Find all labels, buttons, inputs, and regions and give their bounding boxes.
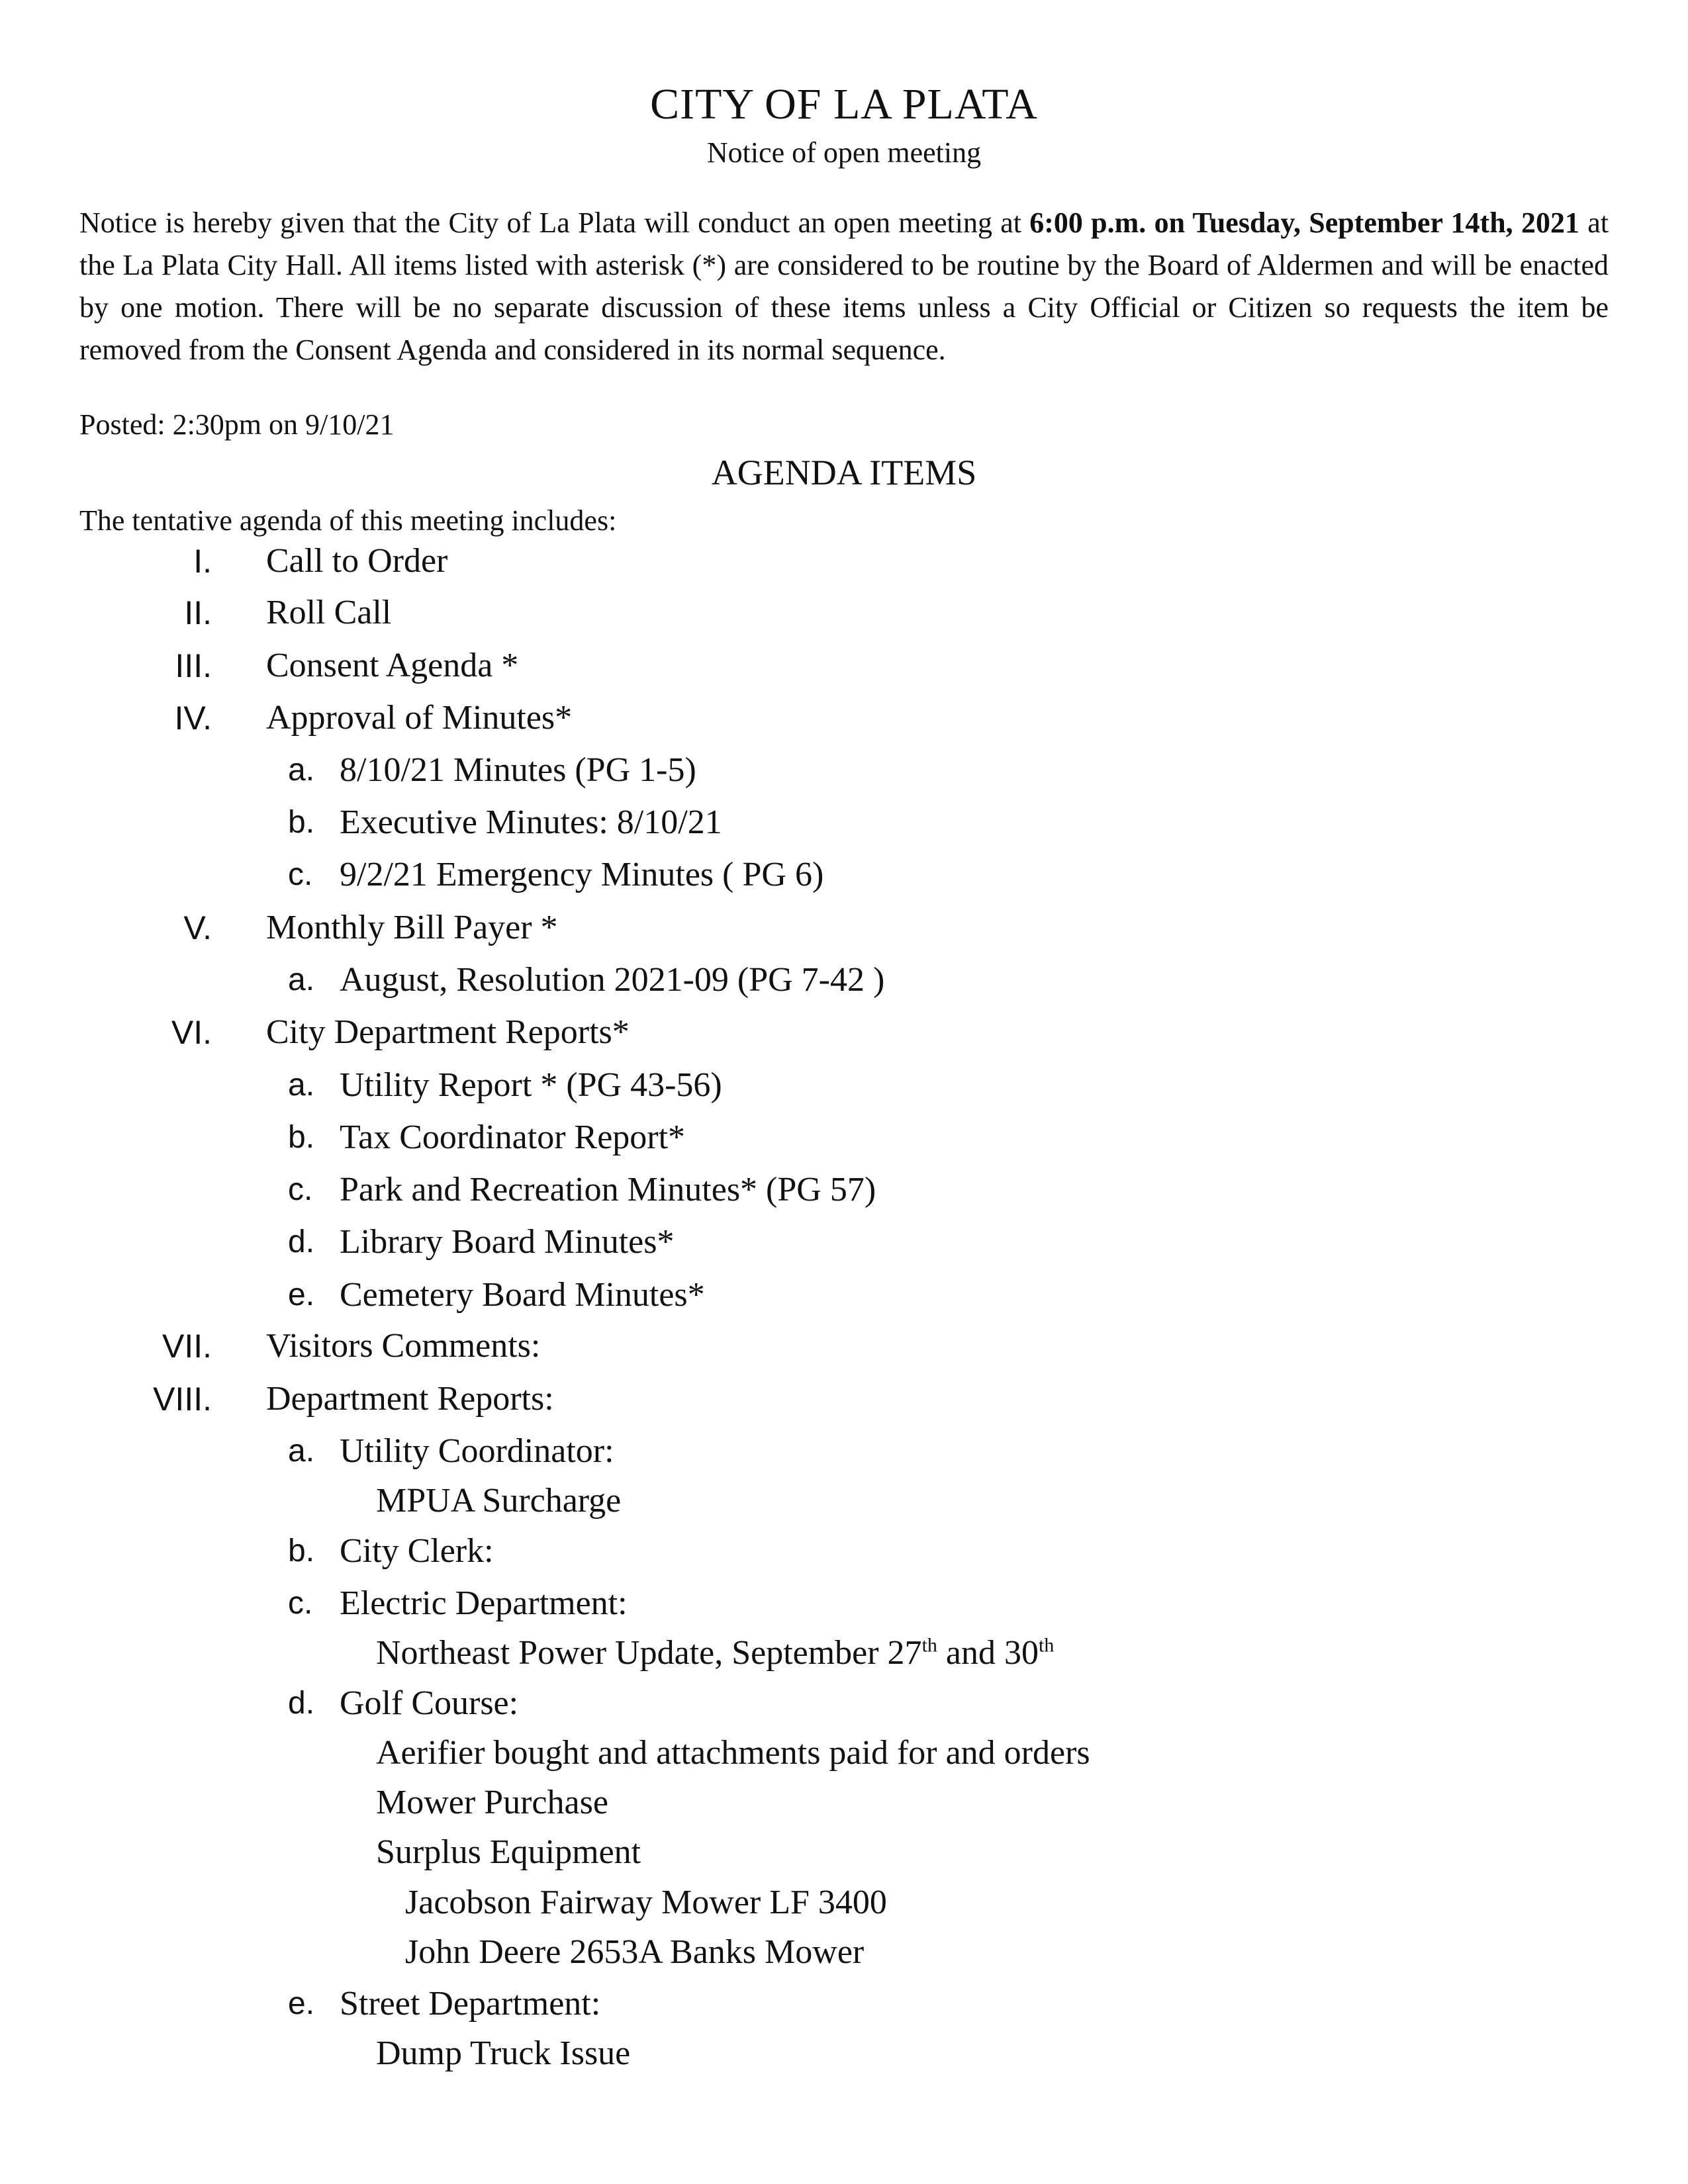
agenda-subitem — [0, 1578, 1688, 1629]
subitem-text: Park and Recreation Minutes* (PG 57) — [340, 1171, 876, 1208]
item-text: Visitors Comments: — [266, 1327, 541, 1365]
notice-paragraph — [79, 202, 1609, 371]
agenda-subitem — [0, 1979, 1688, 2029]
page-subtitle: Notice of open meeting — [706, 136, 982, 169]
agenda-subitem — [0, 745, 1688, 796]
agenda-subitem — [0, 1165, 1688, 1215]
agenda-subitem — [0, 1060, 1688, 1111]
agenda-item — [0, 588, 1688, 638]
item-number: III. — [175, 647, 212, 684]
agenda-item — [0, 641, 1688, 691]
subitem-letter: a. — [288, 1068, 315, 1103]
item-number: VI. — [171, 1014, 212, 1051]
item-text: Approval of Minutes* — [266, 699, 573, 737]
agenda-subitem — [0, 1270, 1688, 1320]
subitem-text: City Clerk: — [340, 1532, 494, 1570]
subitem-letter: c. — [288, 1586, 313, 1621]
item-number: IV. — [174, 700, 212, 737]
agenda-subdetail — [0, 1878, 1688, 1928]
subitem-letter: a. — [288, 1433, 315, 1469]
subitem-letter: b. — [288, 1120, 315, 1155]
subitem-text: 9/2/21 Emergency Minutes ( PG 6) — [340, 856, 824, 893]
agenda-item — [0, 1374, 1688, 1424]
subitem-text: Library Board Minutes* — [340, 1223, 675, 1261]
detail-text-part: Northeast Power Update, September 27 — [376, 1634, 922, 1672]
subitem-letter: a. — [288, 752, 315, 788]
agenda-item — [0, 1321, 1688, 1371]
subitem-letter: c. — [288, 1172, 313, 1207]
detail-text — [376, 1628, 1054, 1678]
subitem-letter: c. — [288, 857, 313, 892]
subitem-text: Executive Minutes: 8/10/21 — [340, 803, 722, 841]
item-text: City Department Reports* — [266, 1013, 630, 1051]
subitem-text: Tax Coordinator Report* — [340, 1118, 686, 1156]
subitem-letter: d. — [288, 1224, 315, 1259]
detail-text: Dump Truck Issue — [376, 2034, 631, 2072]
agenda-item — [0, 693, 1688, 743]
subitem-letter: e. — [288, 1277, 315, 1312]
notice-intro: Notice is hereby given that the City of La Plata will conduct an open meeting at — [79, 206, 1030, 239]
subdetail-text: John Deere 2653A Banks Mower — [405, 1933, 865, 1971]
agenda-heading: AGENDA ITEMS — [711, 453, 977, 492]
detail-text-part: and 30 — [937, 1634, 1039, 1672]
item-number: VIII. — [153, 1381, 212, 1418]
subitem-letter: b. — [288, 805, 315, 840]
item-text: Monthly Bill Payer * — [266, 909, 558, 946]
detail-text: Mower Purchase — [376, 1784, 608, 1821]
meeting-datetime: 6:00 p.m. on Tuesday, September 14th, 2021 — [1029, 206, 1579, 239]
subitem-text: Electric Department: — [340, 1584, 628, 1622]
agenda-subitem — [0, 850, 1688, 900]
agenda-item — [0, 903, 1688, 953]
item-text: Department Reports: — [266, 1380, 554, 1418]
ordinal-suffix: th — [921, 1634, 937, 1657]
item-number: VII. — [162, 1328, 212, 1365]
agenda-detail — [0, 1628, 1688, 1678]
subitem-text: Utility Coordinator: — [340, 1432, 614, 1470]
item-number: I. — [193, 543, 212, 580]
subitem-letter: d. — [288, 1686, 315, 1721]
subitem-text: Street Department: — [340, 1985, 601, 2023]
agenda-subitem — [0, 1426, 1688, 1477]
item-text: Consent Agenda * — [266, 647, 519, 684]
subitem-text: Golf Course: — [340, 1684, 519, 1722]
agenda-detail — [0, 2028, 1688, 2079]
subitem-letter: b. — [288, 1533, 315, 1569]
item-number: II. — [184, 594, 212, 631]
agenda-detail — [0, 1778, 1688, 1828]
page-title: CITY OF LA PLATA — [650, 80, 1038, 128]
agenda-detail — [0, 1827, 1688, 1878]
agenda-subitem — [0, 1678, 1688, 1729]
agenda-subitem — [0, 1113, 1688, 1163]
agenda-subitem — [0, 1526, 1688, 1576]
item-text: Roll Call — [266, 594, 392, 631]
subitem-letter: e. — [288, 1986, 315, 2021]
item-number: V. — [183, 909, 212, 946]
agenda-item — [0, 1007, 1688, 1058]
agenda-item — [0, 536, 1688, 586]
subitem-text: Cemetery Board Minutes* — [340, 1276, 705, 1314]
detail-text: Surplus Equipment — [376, 1833, 641, 1871]
agenda-detail — [0, 1728, 1688, 1778]
notice-rest: at the La Plata City Hall. All items listed with asterisk (*) are considered to be routine by the Board of Aldermen and will be enacted by one motion. There will be no separate discussion of these items unless a City Official or Citizen so requests the item be removed from the Consent Agenda and considered in its normal sequence. — [79, 206, 1609, 366]
item-text: Call to Order — [266, 542, 448, 580]
agenda-detail — [0, 1476, 1688, 1526]
agenda-subdetail — [0, 1927, 1688, 1978]
posted-timestamp: Posted: 2:30pm on 9/10/21 — [79, 408, 395, 441]
ordinal-suffix: th — [1039, 1634, 1055, 1657]
subdetail-text: Jacobson Fairway Mower LF 3400 — [405, 1884, 887, 1921]
agenda-intro: The tentative agenda of this meeting includes: — [79, 504, 617, 537]
agenda-subitem — [0, 797, 1688, 848]
detail-text: MPUA Surcharge — [376, 1482, 622, 1520]
subitem-letter: a. — [288, 962, 315, 997]
subitem-text: Utility Report * (PG 43-56) — [340, 1066, 722, 1104]
agenda-subitem — [0, 1217, 1688, 1267]
subitem-text: 8/10/21 Minutes (PG 1-5) — [340, 751, 696, 789]
detail-text: Aerifier bought and attachments paid for and orders — [376, 1734, 1090, 1772]
subitem-text: August, Resolution 2021-09 (PG 7-42 ) — [340, 961, 885, 999]
agenda-subitem — [0, 955, 1688, 1005]
